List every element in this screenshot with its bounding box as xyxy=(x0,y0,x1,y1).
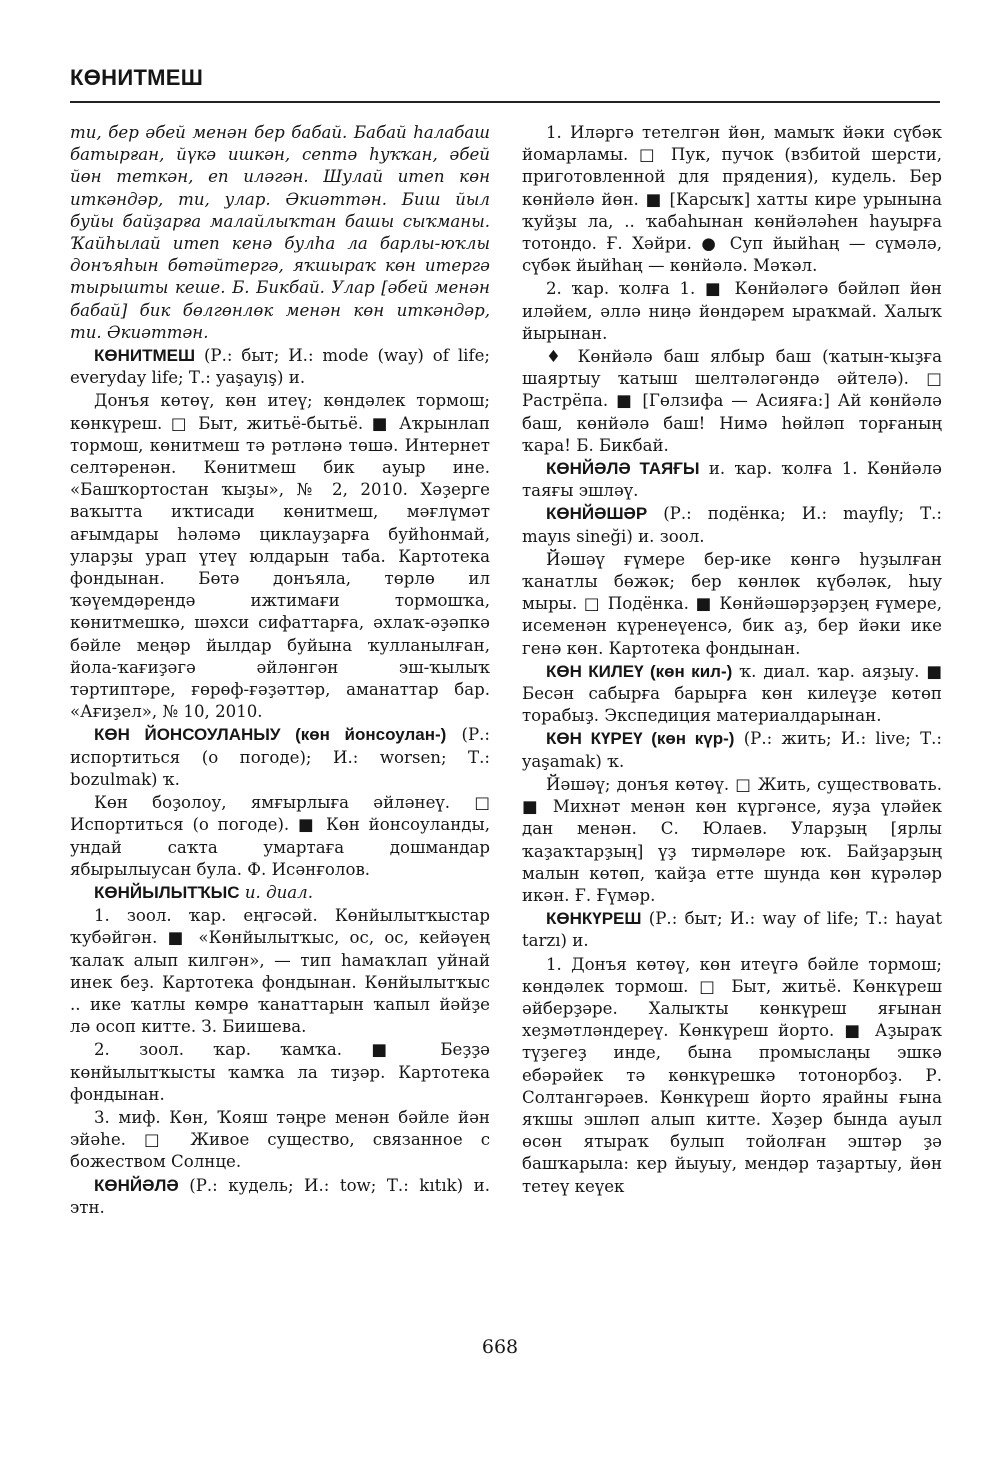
headword: КӨНЙӘЛӘ ТАЯҒЫ xyxy=(546,459,700,479)
headword: КӨНЙӘЛӘ xyxy=(94,1175,179,1195)
entry-konyylytkys xyxy=(70,882,490,904)
entry-konkuresh xyxy=(522,908,942,952)
definition: Йәшәү; донъя көтөү. □ Жить, существовать. ■ Михнәт менән көн күргәнсе, яуҙа үләйек дан менән. С. Юлаев. Уларҙың [ярлы ҡаҙаҡтарҙың] үҙ тирмәләре юҡ. Байҙарҙың малын көтөп, ҡайҙа етте шунда көн күрәләр икән. Ғ. Ғүмәр. xyxy=(522,774,942,905)
entry-meta: ҡ. диал. ҡар. аяҙыу. ■ Бесән сабырға барырға көн килеүҙе көтөп торабыҙ. Экспедиция материалдарынан. xyxy=(522,661,942,726)
entry-meta: (Р.: подёнка; И.: mayfly; Т.: mayıs sineği) и. зоол. xyxy=(522,504,942,546)
entry-konyasher xyxy=(522,503,942,547)
left-column xyxy=(70,122,490,1220)
right-column xyxy=(522,122,942,1199)
headword: КӨНЙЫЛЫТҠЫС xyxy=(94,882,240,902)
headword: КӨН КҮРЕҮ (көн күр-) xyxy=(546,729,735,749)
sense-2: 2. зоол. ҡар. ҡамҡа. ■ Беҙҙә көнйылытҡысты ҡамҡа ла тиҙәр. Картотека фондынан. xyxy=(70,1040,490,1104)
headword: КӨН КИЛЕҮ (көн кил-) xyxy=(546,661,733,681)
entry-meta: и. ҡар. ҡолға 1. Көнйәлә таяғы эшләү. xyxy=(522,459,942,501)
definition: Йәшәү ғүмере бер-ике көнгә һуҙылған ҡанатлы бөжәк; бер көнлөк күбәләк, һыу мыры. □ Подёнка. ■ Көнйәшәрҙәрҙең ғүмере, исеменән күренеүенсә, бик аҙ, бер йәки ике генә көн. Картотека фондынан. xyxy=(522,549,942,658)
entry-konitmesh xyxy=(70,345,490,389)
page-number: 668 xyxy=(481,1336,519,1358)
entry-meta: (Р.: жить; И.: live; Т.: yaşamak) ҡ. xyxy=(522,729,942,771)
entry-meta: (Р.: испортиться (о погоде); И.: worsen; Т.: bozulmak) ҡ. xyxy=(70,725,490,789)
sense-1: 1. зоол. ҡар. еңгәсәй. Көнйылытҡыстар ҡубәйгән. ■ «Көнйылытҡыс, ос, ос, кейәүең ҡалаҡ алып килгән», — тип һамаҡлап уйнай инек беҙ. Картотека фондынан. Көнйылытҡыс .. ике ҡатлы көмрө ҡанаттарын ҡапыл йәйҙе лә осоп китте. З. Биишева. xyxy=(70,906,490,1037)
running-header: КӨНИТМЕШ xyxy=(70,65,204,90)
header-rule xyxy=(70,101,940,103)
headword: КӨНИТМЕШ xyxy=(94,346,196,366)
entry-meta: (Р.: быт; И.: way of life; Т.: hayat tarzı) и. xyxy=(522,909,942,951)
sense-2: 2. ҡар. ҡолға 1. ■ Көнйәләгә бәйләп йөн иләйем, әллә ниңә йөндәрем ыраҡмай. Халыҡ йырынан. xyxy=(522,279,942,343)
entry-konyala-tayagy xyxy=(522,458,942,502)
entry-kon-kileu xyxy=(522,661,942,728)
definition: 1. Донъя көтөү, көн итеүгә бәйле тормош; көндәлек тормош. □ Быт, житьё. Көнкүреш әйберҙәре. Халыҡты көнкүреш яғынан хеҙмәтләндереү. Көнкүреш йорто. ■ Аҙыраҡ түҙегеҙ инде, бына промыслаңы эшкә ебәрәйек тә көнкүрешкә тотонорбоҙ. Р. Солтангәрәев. Көнкүреш йорто ярайны ғына яҡшы эшләп алып китте. Хәҙер бында ауыл өсөн ятыраҡ булып тойолған эштәр ҙә башҡарыла: кер йыуыу, мендәр таҙартыу, йөн тетеү кеүек xyxy=(522,954,942,1196)
entry-meta: (Р.: быт; И.: mode (way) of life; everyday life; Т.: yaşayış) и. xyxy=(70,346,490,388)
headword: КӨН ЙОНСОУЛАНЫУ (көн йонсоулан-) xyxy=(94,725,447,745)
paragraph: ти, бер әбей менән бер бабай. Бабай һалабаш батырған, йүкә ишкән, септә һуҡҡан, әбей йөн теткән, еп иләгән. Шулай итеп көн иткәндәр, ти, улар. Әкиәттән. Биш йыл буйы байҙарға малайлыҡтан башы сыҡманы. Ҡайһылай итеп кенә булһа ла барлы-юҡлы донъяһын бөтәйтергә, яҡшыраҡ көн итергә тырышты кеше. Б. Бикбай. Улар [әбей менән бабай] бик бөлгөнлөк менән көн иткәндәр, ти. Әкиәттән. xyxy=(70,123,490,342)
entry-kon-kureu xyxy=(522,728,942,772)
idiom: ♦ Көнйәлә баш ялбыр баш (ҡатын-ҡыҙға шаяртыу ҡатыш шелтәләгәндә әйтелә). □ Растрёпа. ■ [Гөлзифа — Асияға:] Ай көнйәлә баш, көнйәлә баш! Нимә һөйләп торғаның ҡара! Б. Бикбай. xyxy=(522,347,942,455)
entry-meta: (Р.: кудель; И.: tow; Т.: kıtık) и. этн. xyxy=(70,1175,490,1217)
headword: КӨНЙӘШӘР xyxy=(546,504,648,524)
entry-kon-yonsoulanyu xyxy=(70,724,490,791)
headword: КӨНКҮРЕШ xyxy=(546,909,642,929)
definition: Көн боҙолоу, ямғырлыға әйләнеү. □ Испортиться (о погоде). ■ Көн йонсоуланды, ундай саҡта умартаға дошмандар ябырылыусан була. Ф. Исәнғолов. xyxy=(70,793,490,879)
entry-meta: и. диал. xyxy=(239,882,314,902)
sense-3: 3. миф. Көн, Ҡояш тәңре менән бәйле йән эйәһе. □ Живое существо, связанное с божеством Солнце. xyxy=(70,1107,490,1172)
definition: Донъя көтөү, көн итеү; көндәлек тормош; көнкүреш. □ Быт, житьё-бытьё. ■ Аҡрынлап тормош, көнитмеш тә рәтләнә төшә. Интернет селтәренән. Көнитмеш бик ауыр ине. «Башҡортостан ҡыҙы», № 2, 2010. Хәҙерге ваҡытта иҡтисади көнитмеш, мәғлүмәт ағымдары һәләмә циклауҙарға буйһонмай, уларҙы урап үтеү юлдарын таба. Картотека фондынан. Бөтә донъяла, төрлө ил ҡәүемдәрендә ижтимағи тормошҡа, көнитмешкә, шәхси сифаттарға, әхлаҡ-әҙәпкә бәйле меңәр йылдар буйына ҡулланылған, йола-ҡағиҙәгә әйләнгән эш-ҡылыҡ тәртиптәре, ғөрөф-ғәҙәттәр, аманаттар бар. «Ағиҙел», № 10, 2010. xyxy=(70,391,490,722)
sense-1: 1. Иләргә тетелгән йөн, мамыҡ йәки сүбәк йомарламы. □ Пук, пучок (взбитой шерсти, приготовленной для прядения), кудель. Бер көнйәлә йөн. ■ [Карсыҡ] хатты кире урынына ҡуйҙы ла, .. ҡабаһынан көнйәләһен һауырға тотондо. Ғ. Хәйри. ● Суп йыйһаң — сүмәлә, сүбәк йыйһаң — көнйәлә. Мәҡәл. xyxy=(522,123,942,276)
entry-konyala xyxy=(70,1175,490,1219)
